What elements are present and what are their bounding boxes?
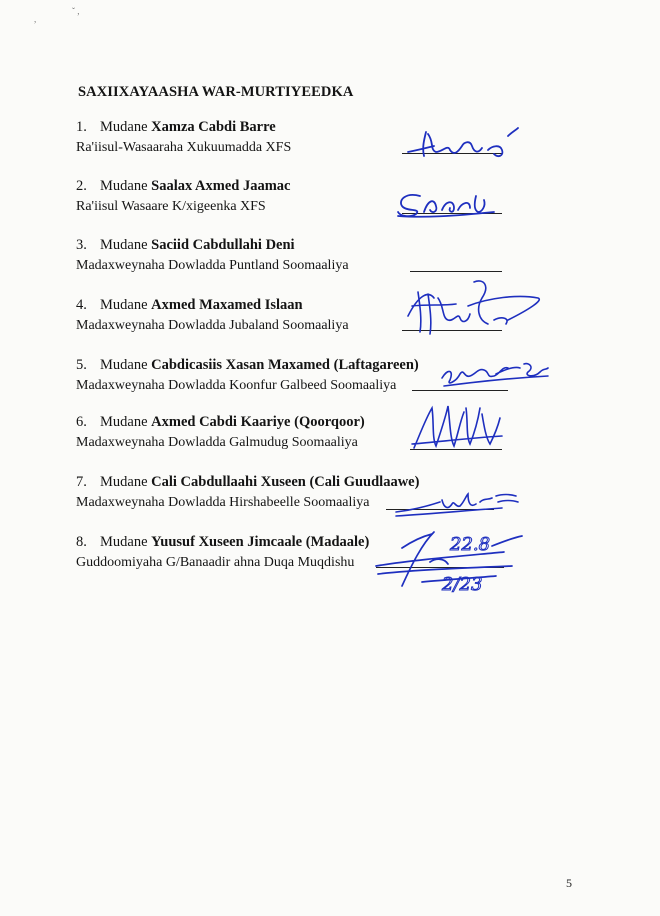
signatory-entry-3 xyxy=(76,236,576,275)
scan-speck: , xyxy=(34,14,37,24)
signature-2 xyxy=(394,186,504,222)
entry-number: 5. xyxy=(76,357,87,373)
signatory-name: Yuusuf Xuseen Jimcaale (Madaale) xyxy=(151,534,370,550)
signatory-role: Madaxweynaha Dowladda Jubaland Soomaaliya xyxy=(76,318,349,333)
signatory-name: Saalax Axmed Jaamac xyxy=(151,178,291,194)
signatory-role: Madaxweynaha Dowladda Puntland Soomaaliya xyxy=(76,258,349,273)
signature-line-3 xyxy=(410,271,502,272)
signature-8 xyxy=(372,524,532,600)
signatory-role: Madaxweynaha Dowladda Koonfur Galbeed Soomaaliya xyxy=(76,378,397,393)
signatory-role: Ra'iisul-Wasaaraha Xukuumadda XFS xyxy=(76,140,292,155)
entry-prefix: Mudane xyxy=(100,178,148,194)
entry-number: 6. xyxy=(76,414,87,430)
page-title: SAXIIXAYAASHA WAR-MURTIYEEDKA xyxy=(78,84,354,100)
entry-prefix: Mudane xyxy=(100,297,148,313)
handwritten-date-bottom: 2/23 xyxy=(442,574,483,595)
entry-number: 7. xyxy=(76,474,87,490)
signatory-role: Madaxweynaha Dowladda Hirshabeelle Soomaaliya xyxy=(76,495,370,510)
signatory-name: Xamza Cabdi Barre xyxy=(151,119,276,135)
signature-7 xyxy=(392,488,522,520)
signatory-name: Cali Cabdullaahi Xuseen (Cali Guudlaawe) xyxy=(151,474,420,490)
entry-number: 2. xyxy=(76,178,87,194)
signatory-name: Axmed Cabdi Kaariye (Qoorqoor) xyxy=(151,414,365,430)
signature-line-5 xyxy=(412,390,508,391)
entry-prefix: Mudane xyxy=(100,414,148,430)
signature-1 xyxy=(404,122,524,162)
signatory-name: Axmed Maxamed Islaan xyxy=(151,297,303,313)
signatory-role: Ra'iisul Wasaare K/xigeenka XFS xyxy=(76,199,266,214)
entry-prefix: Mudane xyxy=(100,237,148,253)
entry-number: 8. xyxy=(76,534,87,550)
signature-4 xyxy=(398,276,548,340)
page-number: 5 xyxy=(566,876,572,890)
entry-number: 4. xyxy=(76,297,87,313)
signature-6 xyxy=(408,398,508,454)
signature-5 xyxy=(434,356,554,390)
entry-number: 3. xyxy=(76,237,87,253)
entry-prefix: Mudane xyxy=(100,474,148,490)
entry-number: 1. xyxy=(76,119,87,135)
signatory-name: Cabdicasiis Xasan Maxamed (Laftagareen) xyxy=(151,357,419,373)
entry-prefix: Mudane xyxy=(100,119,148,135)
signatory-name: Saciid Cabdullahi Deni xyxy=(151,237,295,253)
signatory-role: Guddoomiyaha G/Banaadir ahna Duqa Muqdishu xyxy=(76,555,355,570)
handwritten-date-top: 22.8 xyxy=(450,534,491,555)
signatory-role: Madaxweynaha Dowladda Galmudug Soomaaliya xyxy=(76,435,358,450)
entry-prefix: Mudane xyxy=(100,357,148,373)
scan-speck: ˇ , xyxy=(72,6,80,16)
entry-prefix: Mudane xyxy=(100,534,148,550)
